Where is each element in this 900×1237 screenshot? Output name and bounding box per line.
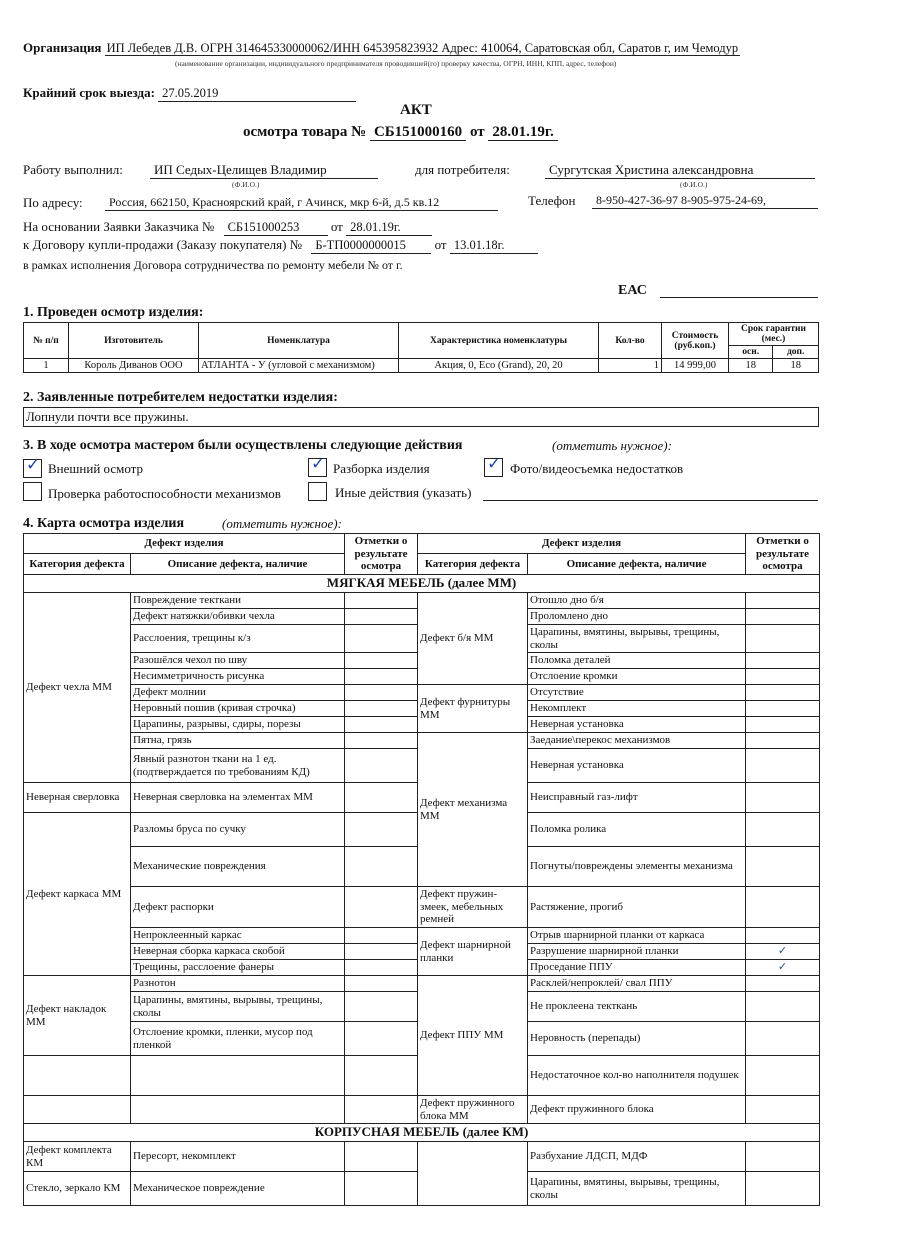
cell: 14 999,00 bbox=[662, 359, 729, 373]
description-cell: Недостаточное кол-во наполнителя подушек bbox=[528, 1056, 746, 1096]
mark-cell[interactable] bbox=[345, 887, 418, 928]
category-cell: Дефект комплекта КМ bbox=[24, 1142, 131, 1172]
table-row bbox=[24, 928, 820, 944]
organization-caption: (наименование организации, индивидуального предпринимателя проводившей(го) проверку качества, ОГРН, ИНН, КПП, адрес, телефон) bbox=[175, 59, 617, 68]
organization-label: Организация bbox=[23, 40, 102, 55]
mark-cell[interactable] bbox=[746, 749, 820, 783]
h-defect-left: Дефект изделия bbox=[24, 534, 345, 554]
consumer-caption: (Ф.И.О.) bbox=[680, 180, 708, 189]
act-from: от bbox=[469, 124, 485, 140]
mark-cell[interactable] bbox=[746, 624, 820, 652]
description-cell: Дефект молнии bbox=[131, 685, 345, 701]
mark-cell[interactable] bbox=[746, 653, 820, 669]
consumer-value: Сургутская Христина александровна bbox=[545, 162, 815, 179]
eac-line bbox=[660, 297, 818, 298]
deadline-line bbox=[23, 85, 356, 102]
category-cell bbox=[24, 1096, 131, 1124]
section1-title: 1. Проведен осмотр изделия: bbox=[23, 305, 204, 320]
description-cell: Неверная сверловка на элементах ММ bbox=[131, 783, 345, 813]
category-cell: Дефект пружинного блока ММ bbox=[418, 1096, 528, 1124]
performer-caption: (Ф.И.О.) bbox=[232, 180, 260, 189]
description-cell: Неровный пошив (кривая строчка) bbox=[131, 701, 345, 717]
cell: АТЛАНТА - У (угловой с механизмом) bbox=[199, 359, 399, 373]
description-cell: Повреждение текткани bbox=[131, 592, 345, 608]
description-cell: Отошло дно б/я bbox=[528, 592, 746, 608]
description-cell: Проседание ППУ bbox=[528, 960, 746, 976]
category-cell: Дефект механизма ММ bbox=[418, 733, 528, 887]
description-cell: Растяжение, прогиб bbox=[528, 887, 746, 928]
category-cell bbox=[24, 1056, 131, 1096]
description-cell: Трещины, расслоение фанеры bbox=[131, 960, 345, 976]
mark-cell[interactable] bbox=[746, 592, 820, 608]
mark-cell[interactable] bbox=[345, 1056, 418, 1096]
table-row bbox=[24, 592, 820, 608]
mark-cell[interactable] bbox=[746, 1096, 820, 1124]
mark-cell[interactable] bbox=[746, 928, 820, 944]
mark-cell[interactable] bbox=[746, 1022, 820, 1056]
mark-cell[interactable] bbox=[345, 847, 418, 887]
description-cell: Несимметричность рисунка bbox=[131, 669, 345, 685]
category-cell bbox=[418, 1142, 528, 1206]
mark-cell[interactable] bbox=[345, 608, 418, 624]
act-subtitle bbox=[243, 124, 558, 141]
description-cell: Поломка ролика bbox=[528, 813, 746, 847]
description-cell: Механическое повреждение bbox=[131, 1172, 345, 1206]
mark-cell[interactable] bbox=[746, 701, 820, 717]
h-desc-right: Описание дефекта, наличие bbox=[528, 554, 746, 574]
description-cell: Явный разнотон ткани на 1 ед. (подтверждается по требованиям КД) bbox=[131, 749, 345, 783]
mark-cell[interactable] bbox=[746, 783, 820, 813]
h-marks-left: Отметки о результате осмотра bbox=[345, 534, 418, 575]
category-cell: Дефект ППУ ММ bbox=[418, 976, 528, 1096]
col-warranty-main: осн. bbox=[729, 346, 773, 359]
category-cell: Дефект каркаса ММ bbox=[24, 813, 131, 976]
h-desc-left: Описание дефекта, наличие bbox=[131, 554, 345, 574]
mark-cell[interactable] bbox=[345, 624, 418, 652]
table-row bbox=[24, 1096, 820, 1124]
category-cell: Дефект чехла ММ bbox=[24, 592, 131, 782]
request-number: СБ151000253 bbox=[224, 220, 328, 236]
mark-cell[interactable] bbox=[746, 813, 820, 847]
contract-line bbox=[23, 237, 538, 254]
description-cell: Царапины, вмятины, вырывы, трещины, сколы bbox=[131, 992, 345, 1022]
mark-cell[interactable] bbox=[345, 1172, 418, 1206]
col-maker: Изготовитель bbox=[69, 323, 199, 359]
description-cell: Пересорт, некомплект bbox=[131, 1142, 345, 1172]
cell: 18 bbox=[773, 359, 819, 373]
phone-label: Телефон bbox=[528, 193, 576, 208]
description-cell: Разломы бруса по сучку bbox=[131, 813, 345, 847]
description-cell: Неверная установка bbox=[528, 717, 746, 733]
h-marks-right: Отметки о результате осмотра bbox=[746, 534, 820, 575]
col-warranty-extra: доп. bbox=[773, 346, 819, 359]
description-cell: Царапины, вмятины, вырывы, трещины, сколы bbox=[528, 1172, 746, 1206]
col-cost: Стоимость (руб.коп.) bbox=[662, 323, 729, 359]
description-cell: Отсутствие bbox=[528, 685, 746, 701]
category-cell: Дефект пружин-змеек, мебельных ремней bbox=[418, 887, 528, 928]
organization-line bbox=[23, 40, 823, 56]
checkbox-other[interactable] bbox=[308, 482, 327, 501]
request-from: от bbox=[330, 219, 343, 234]
col-nomenclature: Номенклатура bbox=[199, 323, 399, 359]
mark-cell[interactable] bbox=[345, 944, 418, 960]
mark-cell[interactable] bbox=[345, 813, 418, 847]
description-cell: Дефект натяжки/обивки чехла bbox=[131, 608, 345, 624]
mark-cell[interactable] bbox=[746, 847, 820, 887]
description-cell: Разрушение шарнирной планки bbox=[528, 944, 746, 960]
mark-cell[interactable] bbox=[746, 733, 820, 749]
mark-cell[interactable] bbox=[345, 960, 418, 976]
mark-cell[interactable] bbox=[345, 783, 418, 813]
description-cell: Погнуты/повреждены элементы механизма bbox=[528, 847, 746, 887]
description-cell: Поломка деталей bbox=[528, 653, 746, 669]
mark-cell[interactable] bbox=[345, 1096, 418, 1124]
mark-cell[interactable] bbox=[746, 960, 820, 976]
description-cell: Расклей/непроклей/ свал ППУ bbox=[528, 976, 746, 992]
contract-label: к Договору купли-продажи (Заказу покупателя) № bbox=[23, 237, 303, 252]
h-cat-left: Категория дефекта bbox=[24, 554, 131, 574]
band-cabinet: КОРПУСНАЯ МЕБЕЛЬ (далее КМ) bbox=[24, 1124, 820, 1142]
description-cell: Царапины, разрывы, сдиры, порезы bbox=[131, 717, 345, 733]
coop-text: в рамках исполнения Договора сотрудничества по ремонту мебели № от г. bbox=[23, 258, 403, 272]
section3-title: 3. В ходе осмотра мастером были осуществлены следующие действия bbox=[23, 438, 463, 453]
description-cell bbox=[131, 1096, 345, 1124]
mark-cell[interactable] bbox=[746, 1142, 820, 1172]
label-other: Иные действия (указать) bbox=[335, 485, 472, 500]
mark-cell[interactable] bbox=[345, 749, 418, 783]
label-disassembly: Разборка изделия bbox=[333, 461, 430, 476]
performer-value: ИП Седых-Целищев Владимир bbox=[150, 162, 378, 179]
description-cell: Заедание\перекос механизмов bbox=[528, 733, 746, 749]
request-label: На основании Заявки Заказчика № bbox=[23, 219, 215, 234]
mark-cell[interactable] bbox=[345, 992, 418, 1022]
inspection-map bbox=[23, 533, 820, 1206]
mark-cell[interactable] bbox=[746, 1172, 820, 1206]
description-cell: Неровность (перепады) bbox=[528, 1022, 746, 1056]
description-cell: Расслоения, трещины к/з bbox=[131, 624, 345, 652]
description-cell: Неисправный газ-лифт bbox=[528, 783, 746, 813]
description-cell: Механические повреждения bbox=[131, 847, 345, 887]
eac-label: ЕАС bbox=[618, 283, 647, 298]
label-mechanisms: Проверка работоспособности механизмов bbox=[48, 486, 281, 501]
deadline-label: Крайний срок выезда: bbox=[23, 85, 155, 100]
consumer-label: для потребителя: bbox=[415, 162, 510, 177]
description-cell: Дефект распорки bbox=[131, 887, 345, 928]
h-cat-right: Категория дефекта bbox=[418, 554, 528, 574]
mark-cell[interactable] bbox=[345, 653, 418, 669]
mark-cell[interactable] bbox=[746, 717, 820, 733]
mark-cell[interactable] bbox=[345, 1142, 418, 1172]
mark-cell[interactable] bbox=[746, 887, 820, 928]
col-warranty: Срок гарантии (мес.) bbox=[729, 323, 819, 346]
description-cell: Отслоение кромки, пленки, мусор под пленкой bbox=[131, 1022, 345, 1056]
table-row bbox=[24, 359, 819, 373]
category-cell: Стекло, зеркало КМ bbox=[24, 1172, 131, 1206]
check-icon: ✓ bbox=[487, 454, 502, 474]
contract-number: Б-ТП0000000015 bbox=[311, 238, 431, 254]
category-cell: Дефект б/я ММ bbox=[418, 592, 528, 684]
other-line bbox=[483, 500, 818, 501]
mark-cell[interactable] bbox=[345, 733, 418, 749]
check-icon: ✓ bbox=[311, 454, 326, 474]
phone-value: 8-950-427-36-97 8-905-975-24-69, bbox=[592, 193, 818, 209]
mark-cell[interactable] bbox=[345, 669, 418, 685]
mark-cell[interactable] bbox=[746, 685, 820, 701]
mark-cell[interactable] bbox=[345, 717, 418, 733]
checkbox-mechanisms[interactable] bbox=[23, 482, 42, 501]
description-cell: Разнотон bbox=[131, 976, 345, 992]
contract-from: от bbox=[434, 237, 447, 252]
mark-cell[interactable] bbox=[345, 592, 418, 608]
act-title: АКТ bbox=[400, 102, 432, 118]
category-cell: Дефект шарнирной планки bbox=[418, 928, 528, 976]
table-row bbox=[24, 733, 820, 749]
mark-cell[interactable] bbox=[746, 1056, 820, 1096]
address-value: Россия, 662150, Красноярский край, г Ачинск, мкр 6-й, д.5 кв.12 bbox=[105, 195, 498, 211]
band-soft: МЯГКАЯ МЕБЕЛЬ (далее ММ) bbox=[24, 574, 820, 592]
check-icon: ✓ bbox=[777, 960, 788, 974]
cell: Акция, 0, Eco (Grand), 20, 20 bbox=[399, 359, 599, 373]
cell: 1 bbox=[599, 359, 662, 373]
category-cell: Дефект фурнитуры ММ bbox=[418, 685, 528, 733]
description-cell: Непроклеенный каркас bbox=[131, 928, 345, 944]
mark-cell[interactable] bbox=[746, 608, 820, 624]
act-subtitle-prefix: осмотра товара № bbox=[243, 124, 367, 140]
category-cell: Неверная сверловка bbox=[24, 783, 131, 813]
inspection-table bbox=[23, 322, 819, 373]
mark-cell[interactable] bbox=[345, 1022, 418, 1056]
request-date: 28.01.19г. bbox=[346, 220, 432, 236]
cell: Король Диванов ООО bbox=[69, 359, 199, 373]
section4-note: (отметить нужное): bbox=[222, 516, 342, 531]
check-icon: ✓ bbox=[26, 455, 41, 475]
label-photo: Фото/видеосъемка недостатков bbox=[510, 461, 684, 476]
mark-cell[interactable] bbox=[746, 976, 820, 992]
performer-label: Работу выполнил: bbox=[23, 162, 123, 177]
description-cell: Дефект пружинного блока bbox=[528, 1096, 746, 1124]
address-label: По адресу: bbox=[23, 195, 83, 210]
act-number: СБ151000160 bbox=[370, 124, 466, 141]
col-qty: Кол-во bbox=[599, 323, 662, 359]
check-icon: ✓ bbox=[777, 944, 788, 958]
description-cell: Отслоение кромки bbox=[528, 669, 746, 685]
col-characteristics: Характеристика номенклатуры bbox=[399, 323, 599, 359]
request-line bbox=[23, 219, 432, 236]
section3-note: (отметить нужное): bbox=[552, 438, 672, 453]
mark-cell[interactable] bbox=[345, 701, 418, 717]
cell: 1 bbox=[24, 359, 69, 373]
mark-cell[interactable] bbox=[345, 976, 418, 992]
description-cell: Отрыв шарнирной планки от каркаса bbox=[528, 928, 746, 944]
table-row bbox=[24, 1142, 820, 1172]
mark-cell[interactable] bbox=[746, 992, 820, 1022]
col-num: № п/п bbox=[24, 323, 69, 359]
description-cell: Разошёлся чехол по шву bbox=[131, 653, 345, 669]
section4-title: 4. Карта осмотра изделия bbox=[23, 516, 185, 531]
description-cell: Разбухание ЛДСП, МДФ bbox=[528, 1142, 746, 1172]
description-cell bbox=[131, 1056, 345, 1096]
deadline-value: 27.05.2019 bbox=[158, 86, 356, 102]
table-row bbox=[24, 887, 820, 928]
description-cell: Пятна, грязь bbox=[131, 733, 345, 749]
act-date: 28.01.19г. bbox=[488, 124, 557, 141]
h-defect-right: Дефект изделия bbox=[418, 534, 746, 554]
cell: 18 bbox=[729, 359, 773, 373]
description-cell: Неверная сборка каркаса скобой bbox=[131, 944, 345, 960]
description-cell: Не проклеена текткань bbox=[528, 992, 746, 1022]
section2-title: 2. Заявленные потребителем недостатки изделия: bbox=[23, 390, 338, 405]
mark-cell[interactable] bbox=[746, 669, 820, 685]
category-cell: Дефект накладок ММ bbox=[24, 976, 131, 1056]
description-cell: Царапины, вмятины, вырывы, трещины, сколы bbox=[528, 624, 746, 652]
description-cell: Проломлено дно bbox=[528, 608, 746, 624]
description-cell: Неверная установка bbox=[528, 749, 746, 783]
table-row bbox=[24, 685, 820, 701]
label-external: Внешний осмотр bbox=[48, 461, 144, 476]
description-cell: Некомплект bbox=[528, 701, 746, 717]
mark-cell[interactable] bbox=[345, 928, 418, 944]
table-row bbox=[24, 976, 820, 992]
declared-defects: Лопнули почти все пружины. bbox=[23, 407, 819, 427]
mark-cell[interactable] bbox=[746, 944, 820, 960]
organization-value: ИП Лебедев Д.В. ОГРН 314645330000062/ИНН 645395823932 Адрес: 410064, Саратовская обл, Саратов г, им Чемодур bbox=[106, 41, 739, 55]
mark-cell[interactable] bbox=[345, 685, 418, 701]
contract-date: 13.01.18г. bbox=[450, 238, 538, 254]
